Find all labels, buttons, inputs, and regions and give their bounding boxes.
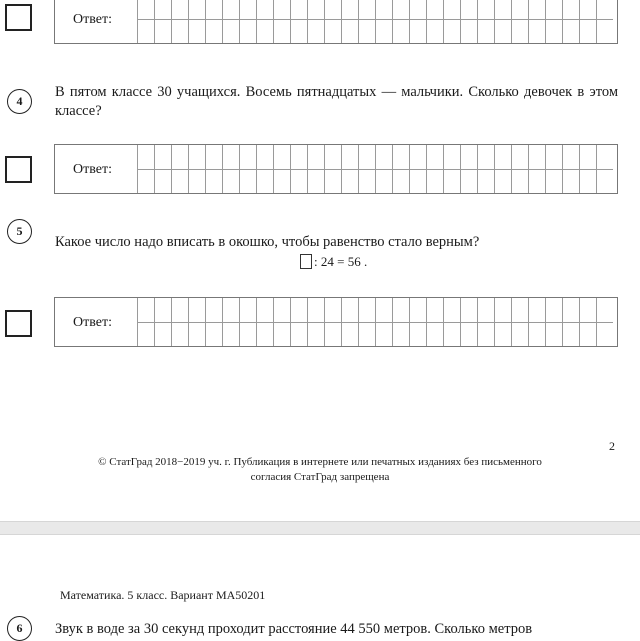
question-6-text: Звук в воде за 30 секунд проходит расстояние 44 550 метров. Сколько метров xyxy=(55,621,533,637)
answer-checkbox-q4[interactable] xyxy=(5,156,32,183)
answer-grid-cell[interactable] xyxy=(239,298,256,346)
answer-grid-cell[interactable] xyxy=(205,145,222,193)
answer-grid-cell[interactable] xyxy=(562,0,579,43)
answer-grid-cell[interactable] xyxy=(409,298,426,346)
answer-grid-cell[interactable] xyxy=(545,0,562,43)
answer-grid-cell[interactable] xyxy=(409,145,426,193)
answer-grid-cell[interactable] xyxy=(579,0,596,43)
question-number-6: 6 xyxy=(7,616,32,641)
question-number-5: 5 xyxy=(7,219,32,244)
answer-grid-cell[interactable] xyxy=(290,145,307,193)
answer-grid-cell[interactable] xyxy=(477,0,494,43)
answer-grid-cell[interactable] xyxy=(545,145,562,193)
answer-grid-cell[interactable] xyxy=(477,298,494,346)
answer-grid-cell[interactable] xyxy=(341,0,358,43)
answer-grid-cell[interactable] xyxy=(392,145,409,193)
answer-grid-cell[interactable] xyxy=(188,298,205,346)
answer-grid-cell[interactable] xyxy=(358,145,375,193)
answer-grid-cell[interactable] xyxy=(256,145,273,193)
answer-grid-cell[interactable] xyxy=(494,0,511,43)
answer-grid-cell[interactable] xyxy=(324,0,341,43)
answer-grid-cell[interactable] xyxy=(375,0,392,43)
copyright-line-1: © СтатГрад 2018−2019 уч. г. Публикация в интернете или печатных изданиях без письменного xyxy=(98,456,542,468)
answer-grid-cell[interactable] xyxy=(375,145,392,193)
answer-grid-cell[interactable] xyxy=(511,298,528,346)
answer-box-q4[interactable] xyxy=(54,144,618,194)
answer-grid[interactable] xyxy=(137,145,613,193)
answer-grid-cell[interactable] xyxy=(137,0,154,43)
question-4-text: В пятом классе 30 учащихся. Восемь пятнадцатых — мальчики. Сколько девочек в этом классе? xyxy=(55,84,618,119)
answer-grid-cell[interactable] xyxy=(171,298,188,346)
page-header: Математика. 5 класс. Вариант МА50201 xyxy=(60,588,266,602)
answer-grid-cell[interactable] xyxy=(137,145,154,193)
answer-grid-cell[interactable] xyxy=(239,145,256,193)
answer-grid-cell[interactable] xyxy=(358,298,375,346)
answer-grid-cell[interactable] xyxy=(596,298,613,346)
answer-grid-cell[interactable] xyxy=(222,145,239,193)
answer-grid-cell[interactable] xyxy=(579,298,596,346)
answer-grid-cell[interactable] xyxy=(324,145,341,193)
answer-grid-cell[interactable] xyxy=(494,145,511,193)
answer-grid-cell[interactable] xyxy=(171,0,188,43)
answer-grid-cell[interactable] xyxy=(137,298,154,346)
answer-grid-cell[interactable] xyxy=(273,298,290,346)
answer-grid-cell[interactable] xyxy=(460,0,477,43)
question-number-4: 4 xyxy=(7,89,32,114)
answer-grid-cell[interactable] xyxy=(307,298,324,346)
answer-grid-cell[interactable] xyxy=(443,145,460,193)
answer-grid-cell[interactable] xyxy=(290,298,307,346)
answer-grid-cell[interactable] xyxy=(579,145,596,193)
answer-grid-cell[interactable] xyxy=(222,0,239,43)
answer-grid-cell[interactable] xyxy=(426,298,443,346)
answer-grid-cell[interactable] xyxy=(562,298,579,346)
answer-grid-cell[interactable] xyxy=(596,145,613,193)
answer-grid-cell[interactable] xyxy=(545,298,562,346)
answer-checkbox-q5[interactable] xyxy=(5,310,32,337)
copyright-line-2: согласия СтатГрад запрещена xyxy=(250,471,390,483)
answer-grid-cell[interactable] xyxy=(307,145,324,193)
answer-grid-cell[interactable] xyxy=(562,145,579,193)
question-5-equation: : 24 = 56 . xyxy=(300,254,367,270)
answer-grid-cell[interactable] xyxy=(273,0,290,43)
answer-grid-cell[interactable] xyxy=(426,145,443,193)
answer-grid-cell[interactable] xyxy=(171,145,188,193)
answer-grid-cell[interactable] xyxy=(256,298,273,346)
answer-checkbox-q3[interactable] xyxy=(5,4,32,31)
answer-grid-cell[interactable] xyxy=(324,298,341,346)
answer-grid-cell[interactable] xyxy=(392,0,409,43)
answer-grid-cell[interactable] xyxy=(154,145,171,193)
answer-box-q3[interactable] xyxy=(54,0,618,44)
answer-grid-cell[interactable] xyxy=(596,0,613,43)
answer-grid-cell[interactable] xyxy=(256,0,273,43)
answer-grid-cell[interactable] xyxy=(392,298,409,346)
answer-box-q5[interactable] xyxy=(54,297,618,347)
page-number: 2 xyxy=(609,439,615,453)
answer-grid-cell[interactable] xyxy=(273,145,290,193)
answer-grid-cell[interactable] xyxy=(188,0,205,43)
answer-grid-cell[interactable] xyxy=(154,0,171,43)
answer-grid-cell[interactable] xyxy=(341,298,358,346)
answer-grid-cell[interactable] xyxy=(358,0,375,43)
answer-grid-cell[interactable] xyxy=(460,298,477,346)
answer-grid-cell[interactable] xyxy=(494,298,511,346)
answer-grid-cell[interactable] xyxy=(511,0,528,43)
answer-grid[interactable] xyxy=(137,0,613,43)
answer-grid-cell[interactable] xyxy=(528,145,545,193)
question-5-text: Какое число надо вписать в окошко, чтобы равенство стало верным? xyxy=(55,234,480,250)
answer-label: Ответ: xyxy=(73,315,112,330)
answer-label: Ответ: xyxy=(73,12,112,27)
answer-grid-cell[interactable] xyxy=(375,298,392,346)
answer-grid-cell[interactable] xyxy=(205,0,222,43)
answer-grid[interactable] xyxy=(137,298,613,346)
answer-grid-cell[interactable] xyxy=(426,0,443,43)
answer-grid-cell[interactable] xyxy=(460,145,477,193)
answer-grid-cell[interactable] xyxy=(528,298,545,346)
answer-grid-cell[interactable] xyxy=(528,0,545,43)
answer-label: Ответ: xyxy=(73,162,112,177)
answer-grid-cell[interactable] xyxy=(341,145,358,193)
answer-grid-cell[interactable] xyxy=(239,0,256,43)
answer-grid-cell[interactable] xyxy=(154,298,171,346)
answer-grid-cell[interactable] xyxy=(188,145,205,193)
answer-grid-cell[interactable] xyxy=(290,0,307,43)
answer-grid-cell[interactable] xyxy=(477,145,494,193)
page-break xyxy=(0,521,640,535)
answer-grid-cell[interactable] xyxy=(443,298,460,346)
answer-grid-cell[interactable] xyxy=(409,0,426,43)
answer-grid-cell[interactable] xyxy=(307,0,324,43)
blank-box-icon xyxy=(300,254,312,269)
answer-grid-cell[interactable] xyxy=(222,298,239,346)
answer-grid-cell[interactable] xyxy=(443,0,460,43)
answer-grid-cell[interactable] xyxy=(205,298,222,346)
answer-grid-cell[interactable] xyxy=(511,145,528,193)
